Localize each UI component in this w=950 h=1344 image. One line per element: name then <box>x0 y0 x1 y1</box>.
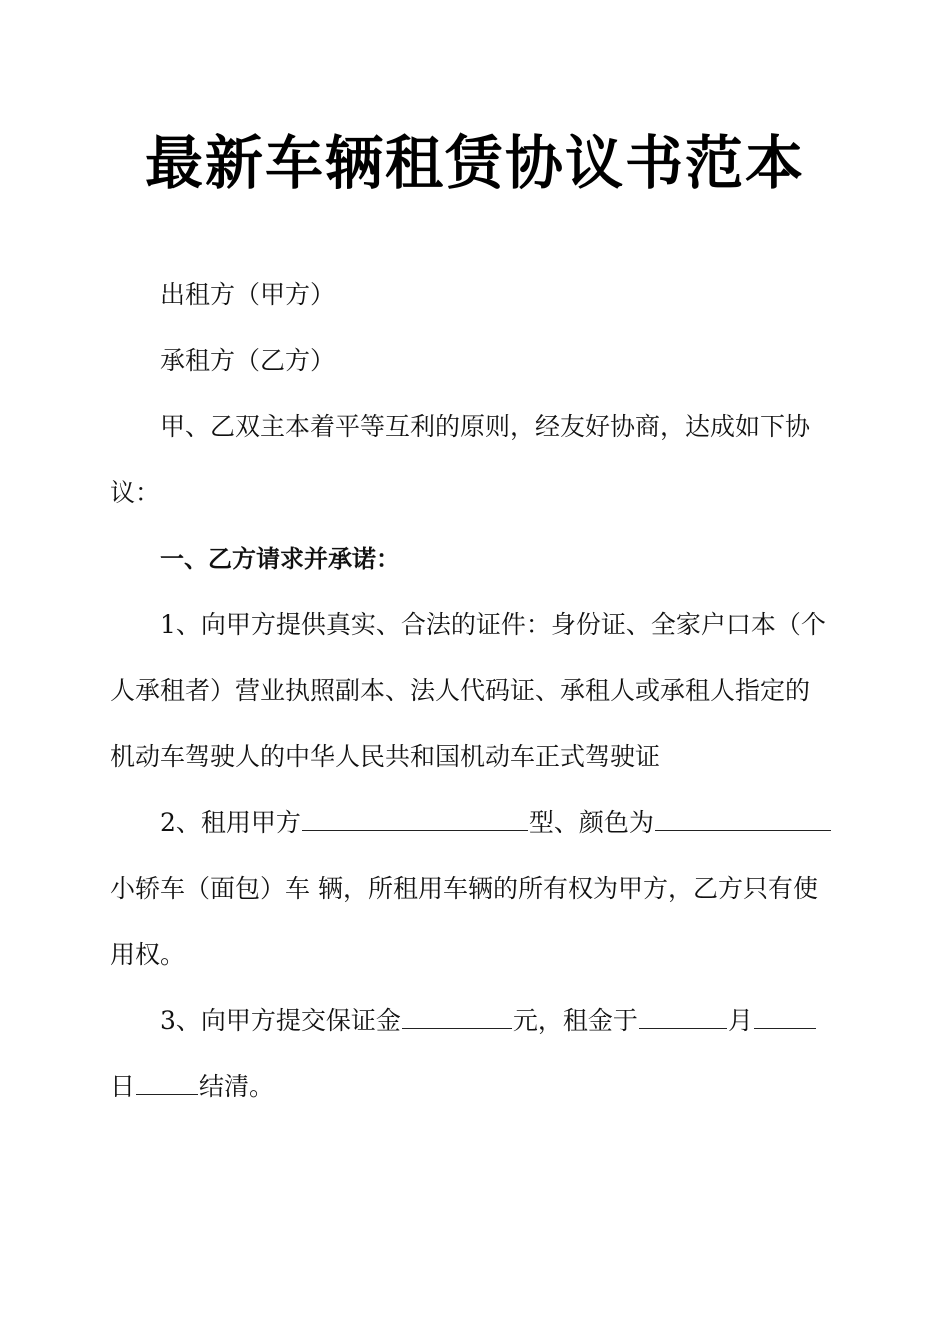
item-3-line-2 <box>110 1054 836 1120</box>
intro-paragraph <box>110 394 836 526</box>
section-1-heading: 一、乙方请求并承诺： <box>160 545 400 573</box>
item-2-line-3: 用权。 <box>110 940 186 969</box>
item-2-line-2: 小轿车（面包）车 辆，所租用车辆的所有权为甲方，乙方只有使 <box>110 874 818 903</box>
item-1-line-2: 人承租者）营业执照副本、法人代码证、承租人或承租人指定的 <box>110 676 811 705</box>
intro-line-1: 甲、乙双主本着平等互利的原则，经友好协商，达成如下协 <box>160 412 811 441</box>
item-3-text-5: 结清。 <box>199 1072 275 1101</box>
item-1-paragraph <box>110 592 836 790</box>
item-3-text-1: 3、向甲方提交保证金 <box>160 1006 401 1035</box>
item-2-line-1 <box>110 790 836 856</box>
item-3-text-2: 元，租金于 <box>512 1006 638 1035</box>
document-title: 最新车辆租赁协议书范本 <box>144 129 805 197</box>
item-1-line-3: 机动车驾驶人的中华人民共和国机动车正式驾驶证 <box>110 742 661 771</box>
vehicle-model-blank <box>302 808 528 831</box>
item-1-line-1: 1、向甲方提供真实、合法的证件：身份证、全家户口本（个 <box>160 610 826 639</box>
settlement-month-blank <box>639 1006 727 1029</box>
item-2-paragraph <box>110 790 836 988</box>
lessor-label: 出租方（甲方） <box>160 280 336 309</box>
item-3-paragraph <box>110 988 836 1120</box>
document-body <box>110 262 836 1120</box>
deposit-amount-blank <box>402 1006 512 1029</box>
item-3-text-4: 日 <box>110 1072 136 1101</box>
vehicle-color-blank <box>655 808 831 831</box>
settlement-day-blank-2 <box>136 1072 198 1095</box>
item-3-line-1 <box>110 988 836 1054</box>
item-3-text-3: 月 <box>727 1006 753 1035</box>
settlement-day-blank-1 <box>754 1006 816 1029</box>
lessee-label: 承租方（乙方） <box>160 346 336 375</box>
intro-line-2: 议： <box>110 478 161 507</box>
item-2-text-2: 型、颜色为 <box>528 808 654 837</box>
item-2-text-1: 2、租用甲方 <box>160 808 301 837</box>
